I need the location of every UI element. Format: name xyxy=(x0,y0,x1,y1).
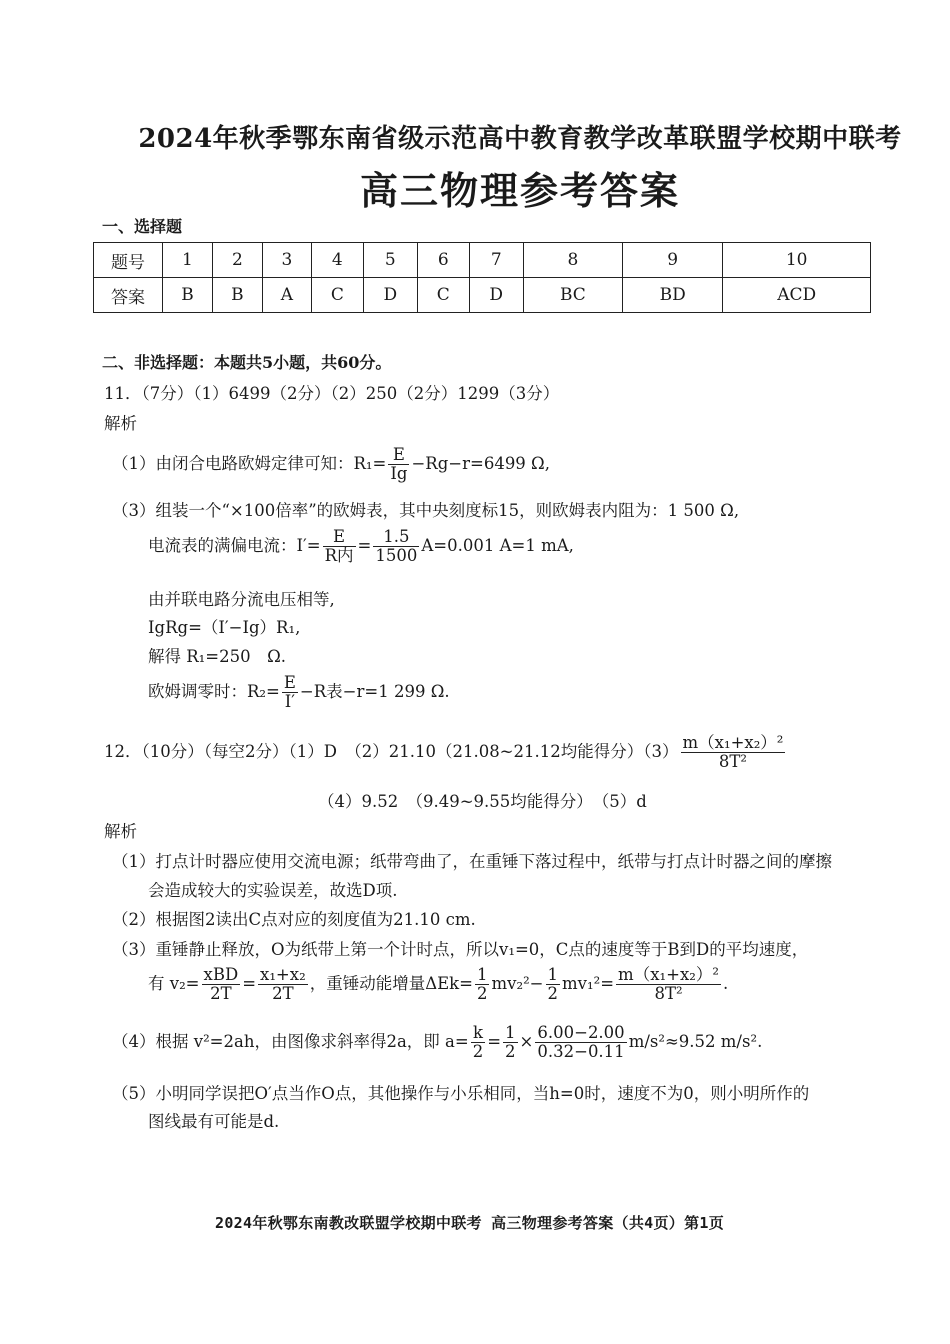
fraction: $\frac{\text{xBD}}{2T}$ xyxy=(203,965,239,1004)
fraction: $\frac{1}{2}$ xyxy=(476,965,488,1004)
fraction: $\frac{\text{m（x₁+x₂）²}}{\text{8T²}}$ xyxy=(618,965,719,1004)
fraction: $\frac{\text{x₁+x₂}}{2T}$ xyxy=(260,965,306,1004)
fraction: $\frac{E}{I'}$ xyxy=(283,673,296,712)
answer-cell: BD xyxy=(623,278,723,313)
question-number-row xyxy=(94,243,871,278)
fraction: $\frac{E}{Ig}$ xyxy=(390,445,408,484)
answer-cell: B xyxy=(212,278,262,313)
question-number: 8 xyxy=(523,243,622,278)
fraction: $\frac{6.00-2.00}{0.32-0.11}$ xyxy=(537,1023,625,1062)
q12-p1b: 会造成较大的实验误差，故选D项. xyxy=(148,881,398,900)
fraction: $\frac{1}{2}$ xyxy=(547,965,559,1004)
q12-p4: （4）根据 v²=2ah，由图像求斜率得2a，即 a= $\frac{k}{2}$ = $\frac{1}{2}$ × $\frac{6.00-2.00}{0.32-0.11}$ m/s²≈9.52 m/s². xyxy=(112,1023,763,1062)
answer-cell: ACD xyxy=(723,278,871,313)
q12-p2: （2）根据图2读出C点对应的刻度值为21.10 cm. xyxy=(112,910,476,929)
answer-cell: BC xyxy=(523,278,622,313)
section2-heading: 二、非选择题：本题共5小题，共60分。 xyxy=(102,353,392,372)
question-number: 4 xyxy=(311,243,363,278)
question-number: 9 xyxy=(623,243,723,278)
fraction: $\frac{\text{m（x₁+x₂）²}}{\text{8T²}}$ xyxy=(682,733,784,772)
q12-p3b: 有 v₂= $\frac{\text{xBD}}{2T}$ = $\frac{\text{x₁+x₂}}{2T}$ ，重锤动能增量ΔEk= $\frac{1}{2}$ mv₂²− $\frac{1}{2}$ mv₁²= $\frac{\text{m（x₁+x₂）²}}{\text{8T²}}$ . xyxy=(148,965,729,1004)
section1-heading: 一、选择题 xyxy=(102,217,183,236)
question-number: 7 xyxy=(469,243,523,278)
answer-table xyxy=(93,242,871,313)
exam-title: 2024年秋季鄂东南省级示范高中教育教学改革联盟学校期中联考 xyxy=(138,124,902,154)
answer-cell: D xyxy=(363,278,417,313)
answer-row xyxy=(94,278,871,313)
question-number: 5 xyxy=(363,243,417,278)
question-number: 10 xyxy=(723,243,871,278)
q11-line2: （3）组装一个“×100倍率”的欧姆表，其中央刻度标15，则欧姆表内阻为：1 500 Ω, xyxy=(112,501,740,520)
fraction: $\frac{k}{2}$ xyxy=(472,1023,484,1062)
q11-summary: 11．（7分）（1）6499（2分）（2）250（2分）1299（3分） xyxy=(104,384,560,403)
answer-cell: D xyxy=(469,278,523,313)
q11-line1: （1）由闭合电路欧姆定律可知：R₁= $\frac{E}{Ig}$ −Rg−r=6499 Ω, xyxy=(112,445,550,484)
fraction: $\frac{1.5}{1500}$ xyxy=(375,527,418,566)
answer-cell: B xyxy=(163,278,213,313)
q11-line3: 电流表的满偏电流：I′= $\frac{E}{\text{R内}}$ = $\frac{1.5}{1500}$ A=0.001 A=1 mA, xyxy=(148,527,574,566)
answer-cell: C xyxy=(417,278,469,313)
q11-line5: IgRg=（I′−Ig）R₁, xyxy=(148,618,301,637)
q11-line7: 欧姆调零时：R₂= $\frac{E}{I'}$ −R表−r=1 299 Ω. xyxy=(148,673,450,712)
question-number: 3 xyxy=(262,243,311,278)
q11-line4: 由并联电路分流电压相等, xyxy=(148,590,335,609)
row-label-question: 题号 xyxy=(94,243,163,278)
q12-analysis-label: 解析 xyxy=(104,822,137,841)
answer-key-title: 高三物理参考答案 xyxy=(359,168,680,213)
q12-p3: （3）重锤静止释放，O为纸带上第一个计时点，所以v₁=0，C点的速度等于B到D的平均速度， xyxy=(112,940,809,959)
page-footer: 2024年秋鄂东南教改联盟学校期中联考 高三物理参考答案（共4页）第1页 xyxy=(215,1214,725,1232)
answer-cell: A xyxy=(262,278,311,313)
q12-p1a: （1）打点计时器应使用交流电源；纸带弯曲了，在重锤下落过程中，纸带与打点计时器之间的摩擦 xyxy=(112,852,832,871)
q11-line6: 解得 R₁=250 Ω. xyxy=(148,647,287,666)
q11-analysis-label: 解析 xyxy=(104,414,137,433)
q12-p5b: 图线最有可能是d. xyxy=(148,1112,280,1131)
question-number: 6 xyxy=(417,243,469,278)
question-number: 2 xyxy=(212,243,262,278)
answer-cell: C xyxy=(311,278,363,313)
q12-summary2: （4）9.52 （9.49~9.55均能得分） （5）d xyxy=(318,792,647,811)
row-label-answer: 答案 xyxy=(94,278,163,313)
question-number: 1 xyxy=(163,243,213,278)
q12-summary: 12．（10分）（每空2分）（1）D （2）21.10（21.08~21.12均能得分）（3） $\frac{\text{m（x₁+x₂）²}}{\text{8T²}}$ xyxy=(104,733,784,772)
fraction: $\frac{1}{2}$ xyxy=(505,1023,516,1062)
fraction: $\frac{E}{\text{R内}}$ xyxy=(324,527,354,566)
q12-p5a: （5）小明同学误把O′点当作O点，其他操作与小乐相同，当h=0时，速度不为0，则小明所作的 xyxy=(112,1084,810,1103)
